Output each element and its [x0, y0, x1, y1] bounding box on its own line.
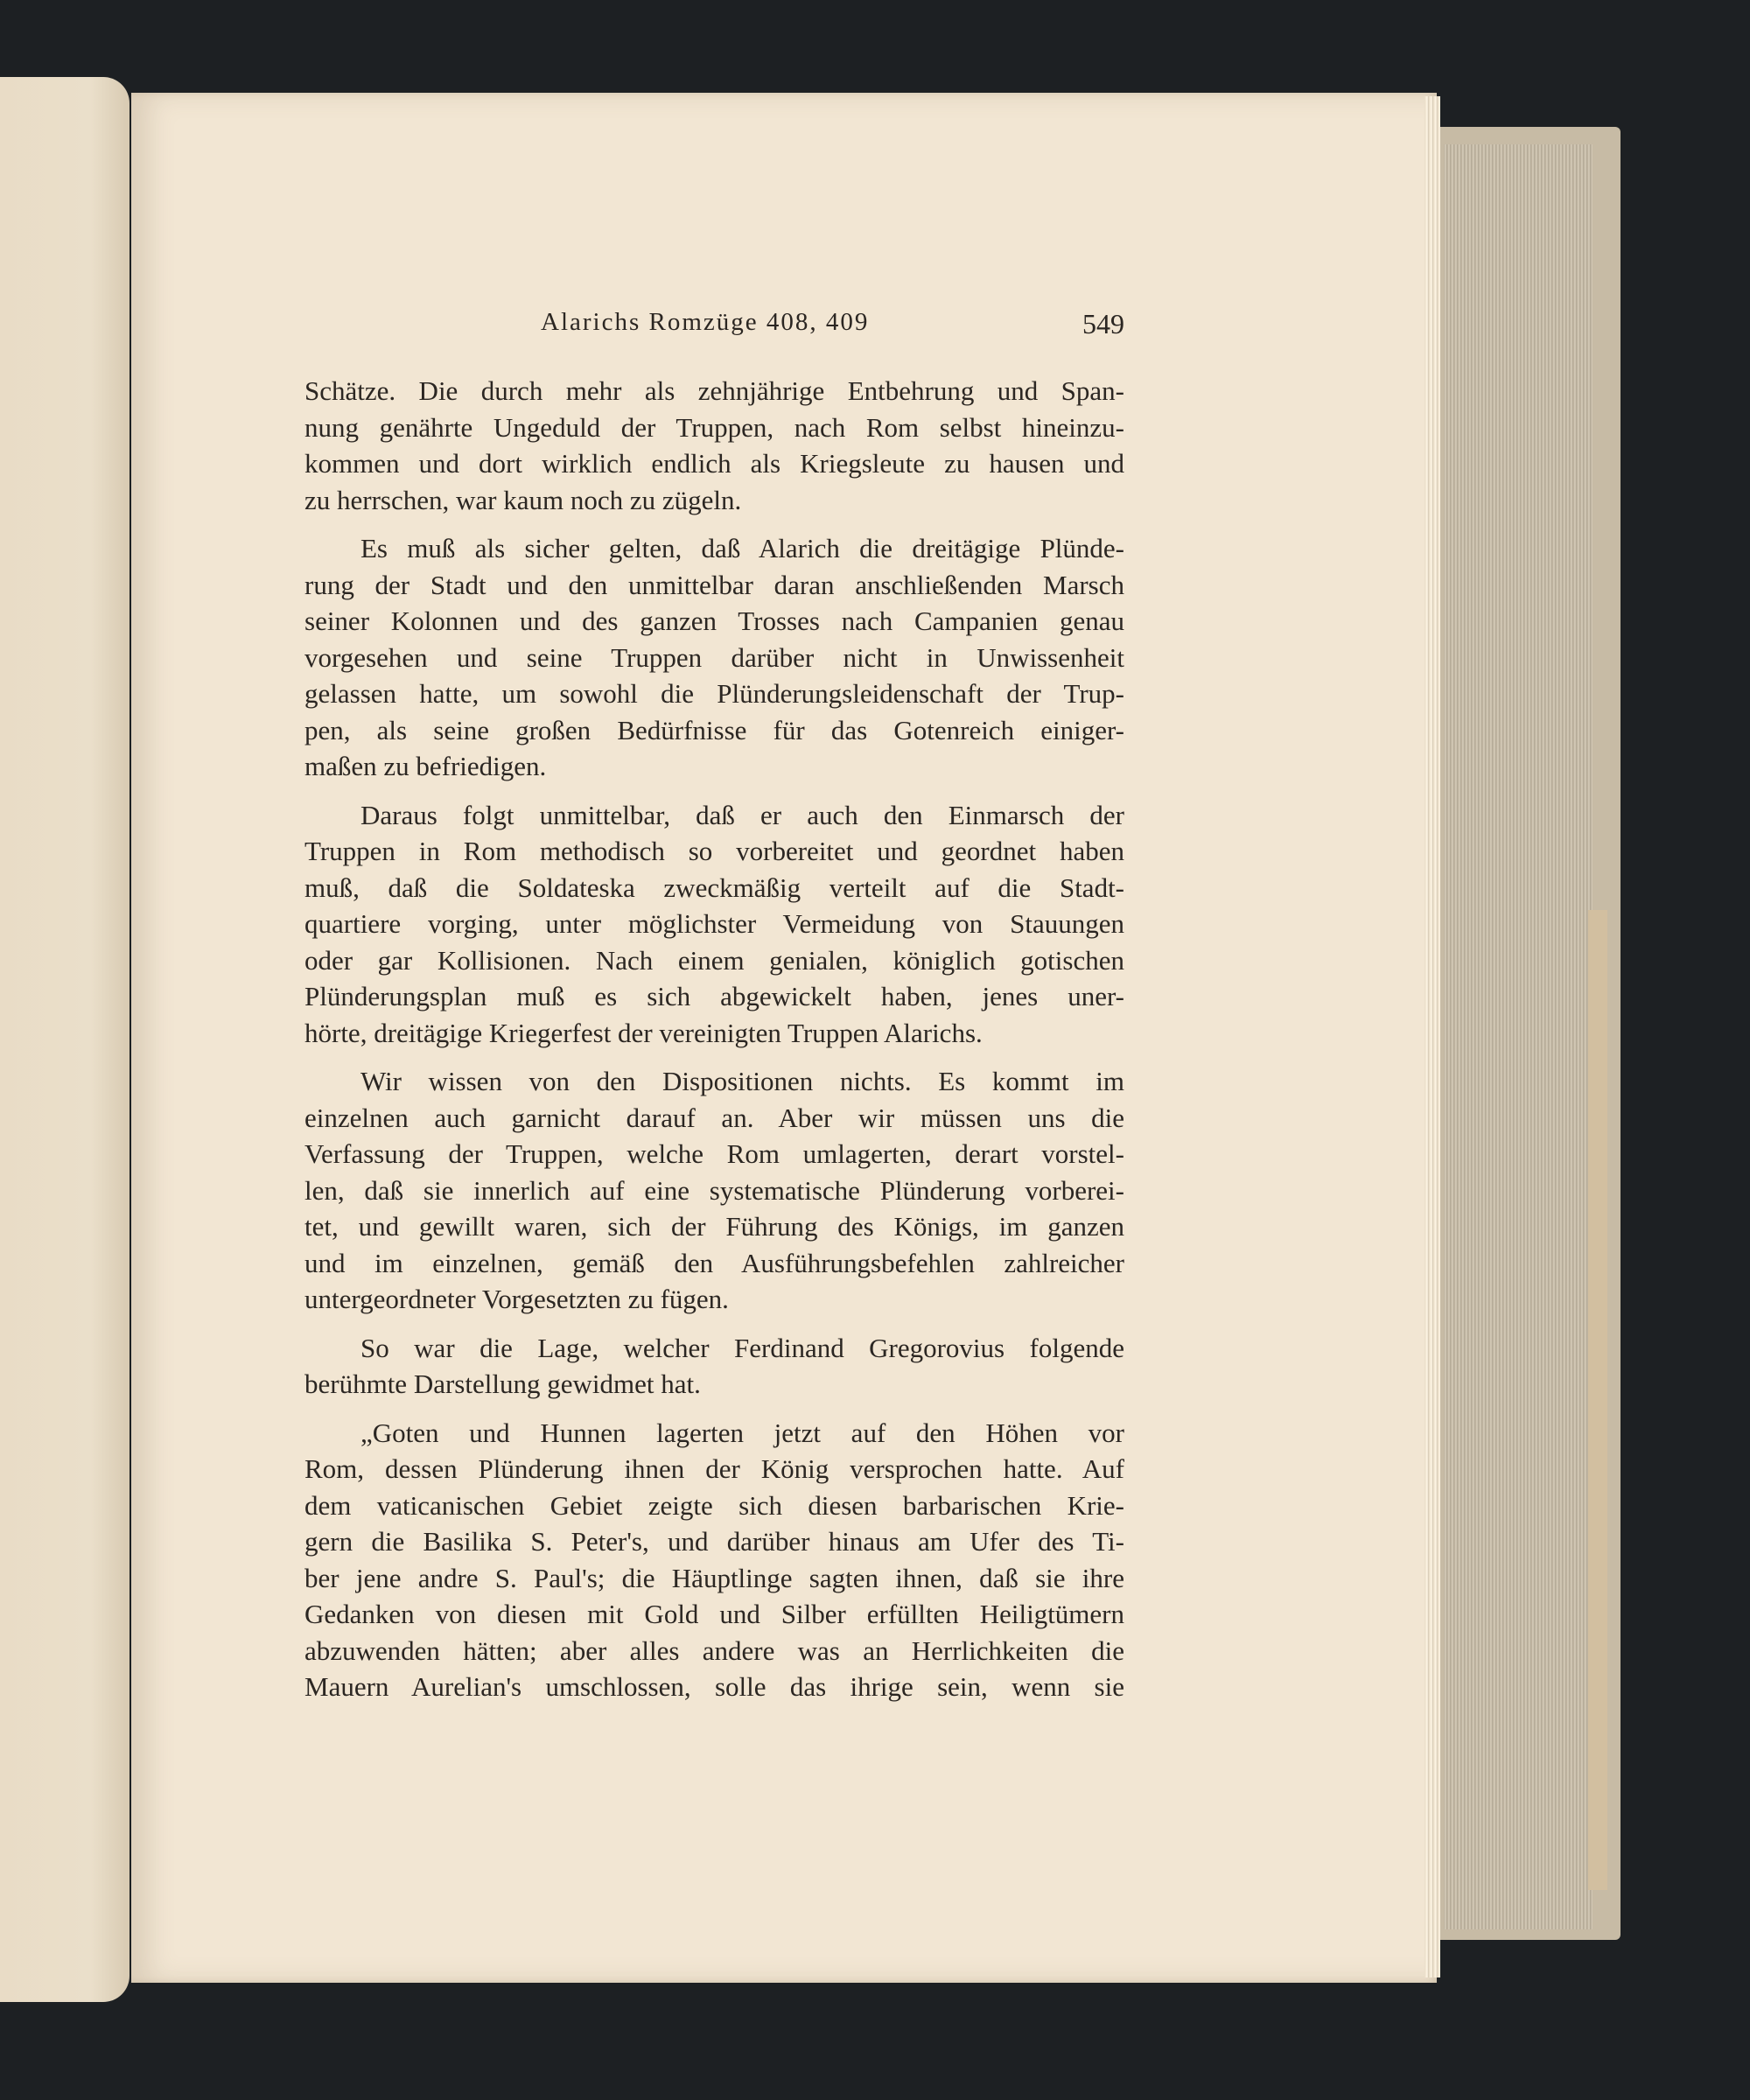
text-line: gelassen hatte, um sowohl die Plünderungsleidenschaft der Trup-	[304, 678, 1124, 709]
text-line: berühmte Darstellung gewidmet hat.	[304, 1368, 701, 1399]
text-line: hörte, dreitägige Kriegerfest der vereinigten Truppen Alarichs.	[304, 1017, 983, 1048]
text-line: quartiere vorging, unter möglichster Vermeidung von Stauungen	[304, 908, 1124, 939]
paragraph	[304, 1415, 1124, 1705]
text-line: Schätze. Die durch mehr als zehnjährige Entbehrung und Span-	[304, 375, 1124, 406]
body-text	[304, 373, 1124, 1718]
text-line: Truppen in Rom methodisch so vorbereitet und geordnet haben	[304, 836, 1124, 866]
text-line: abzuwenden hätten; aber alles andere was an Herrlichkeiten die	[304, 1634, 1124, 1666]
text-line: tet, und gewillt waren, sich der Führung des Königs, im ganzen	[304, 1211, 1124, 1242]
paragraph	[304, 797, 1124, 1052]
text-line: „Goten und Hunnen lagerten jetzt auf den Höhen vor	[360, 1417, 1124, 1448]
paragraph	[304, 373, 1124, 518]
text-line: Wir wissen von den Dispositionen nichts. Es kommt im	[360, 1066, 1124, 1096]
text-line: nung genährte Ungeduld der Truppen, nach Rom selbst hineinzu-	[304, 411, 1124, 443]
text-line: rung der Stadt und den unmittelbar daran anschließenden Marsch	[304, 569, 1124, 600]
text-line: und im einzelnen, gemäß den Ausführungsbefehlen zahlreicher	[304, 1247, 1124, 1278]
text-line: So war die Lage, welcher Ferdinand Gregorovius folgende	[360, 1332, 1124, 1363]
text-line: len, daß sie innerlich auf eine systematische Plünderung vorberei-	[304, 1174, 1124, 1206]
bookmark-ribbon	[1588, 910, 1607, 1890]
text-line: muß, daß die Soldateska zweckmäßig verteilt auf die Stadt-	[304, 872, 1124, 903]
text-line: Daraus folgt unmittelbar, daß er auch den Einmarsch der	[360, 799, 1124, 830]
text-line: Mauern Aurelian's umschlossen, solle das ihrige sein, wenn sie	[304, 1671, 1124, 1702]
facing-left-page	[0, 77, 130, 2002]
running-title: Alarichs Romzüge 408, 409	[541, 308, 870, 336]
text-line: pen, als seine großen Bedürfnisse für das Gotenreich einiger-	[304, 714, 1124, 746]
text-line: vorgesehen und seine Truppen darüber nicht in Unwissenheit	[304, 641, 1124, 673]
text-line: seiner Kolonnen und des ganzen Trosses nach Campanien genau	[304, 606, 1124, 636]
text-line: Verfassung der Truppen, welche Rom umlagerten, derart vorstel-	[304, 1138, 1124, 1169]
running-header	[304, 308, 1124, 346]
text-line: gern die Basilika S. Peter's, und darüber hinaus am Ufer des Ti-	[304, 1526, 1124, 1557]
text-line: untergeordneter Vorgesetzten zu fügen.	[304, 1284, 729, 1314]
text-line: oder gar Kollisionen. Nach einem genialen, königlich gotischen	[304, 944, 1124, 976]
paragraph	[304, 1063, 1124, 1318]
page-number: 549	[1082, 308, 1124, 340]
text-line: Es muß als sicher gelten, daß Alarich die dreitägige Plünde-	[360, 533, 1124, 564]
text-line: ber jene andre S. Paul's; die Häuptlinge sagten ihnen, daß sie ihre	[304, 1562, 1124, 1593]
text-line: Gedanken von diesen mit Gold und Silber erfüllten Heiligtümern	[304, 1599, 1124, 1629]
text-line: maßen zu befriedigen.	[304, 751, 547, 781]
text-line: einzelnen auch garnicht darauf an. Aber wir müssen uns die	[304, 1102, 1124, 1133]
text-line: zu herrschen, war kaum noch zu zügeln.	[304, 484, 742, 515]
paragraph	[304, 1330, 1124, 1403]
text-line: dem vaticanischen Gebiet zeigte sich diesen barbarischen Krie-	[304, 1489, 1124, 1521]
text-line: Plünderungsplan muß es sich abgewickelt haben, jenes uner-	[304, 981, 1124, 1012]
paragraph	[304, 530, 1124, 785]
text-line: kommen und dort wirklich endlich als Kriegsleute zu hausen und	[304, 448, 1124, 479]
text-line: Rom, dessen Plünderung ihnen der König versprochen hatte. Auf	[304, 1453, 1124, 1484]
page-edge	[1424, 96, 1440, 1978]
page-stack-edge	[1444, 144, 1592, 1929]
